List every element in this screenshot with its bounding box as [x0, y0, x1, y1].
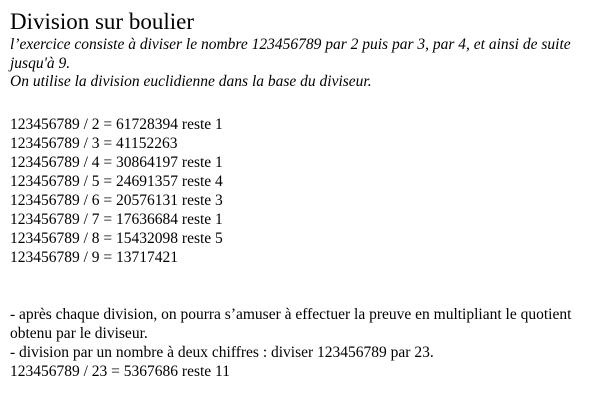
intro-method: On utilise la division euclidienne dans la base du diviseur.: [10, 73, 372, 90]
document-page: [10, 8, 595, 381]
note-result: 123456789 / 23 = 5367686 reste 11: [10, 362, 230, 380]
result-line: 123456789 / 9 = 13717421: [10, 248, 179, 266]
result-line: 123456789 / 4 = 30864197 reste 1: [10, 153, 223, 171]
note-proof: - après chaque division, on pourra s’amuser à effectuer la preuve en multipliant le quotient obtenu par le diviseur.: [10, 305, 572, 342]
note-two-digit: - division par un nombre à deux chiffres : diviser 123456789 par 23.: [10, 343, 434, 361]
division-results: [10, 115, 595, 267]
result-line: 123456789 / 5 = 24691357 reste 4: [10, 172, 223, 190]
result-line: 123456789 / 6 = 20576131 reste 3: [10, 191, 223, 209]
result-line: 123456789 / 3 = 41152263: [10, 134, 178, 152]
result-line: 123456789 / 7 = 17636684 reste 1: [10, 210, 223, 228]
notes-section: [10, 305, 595, 381]
intro-text: l’exercice consiste à diviser le nombre 123456789 par 2 puis par 3, par 4, et ainsi de suite jusqu'à 9.: [10, 36, 571, 72]
result-line: 123456789 / 2 = 61728394 reste 1: [10, 115, 223, 133]
page-title: Division sur boulier: [10, 9, 194, 34]
result-line: 123456789 / 8 = 15432098 reste 5: [10, 229, 223, 247]
